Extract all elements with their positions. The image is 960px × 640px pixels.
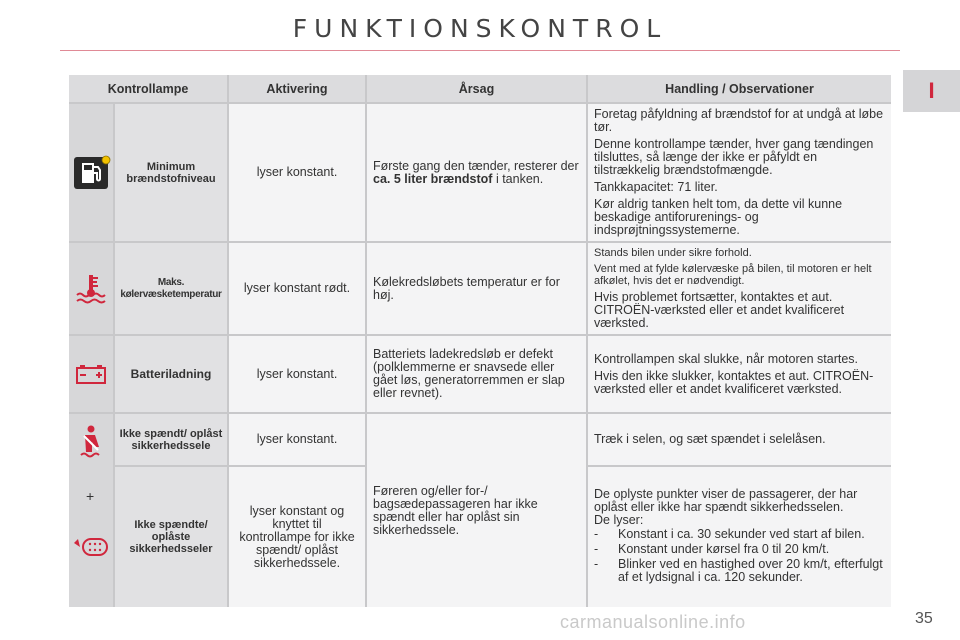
page-title: FUNKTIONSKONTROL <box>292 14 668 43</box>
watermark: carmanualsonline.info <box>560 612 746 632</box>
coolant-name: Maks. kølervæsketemperatur <box>115 243 227 334</box>
fuel-aktivering: lyser konstant. <box>229 104 365 241</box>
battery-handling <box>588 336 891 412</box>
fuel-icon-cell <box>69 104 113 241</box>
coolant-handling <box>588 243 891 334</box>
fuel-arsag-pre: Første gang den tænder, resterer der <box>373 158 579 173</box>
coolant-icon-cell <box>69 243 113 334</box>
battery-handling-1: Kontrollampen skal slukke, når motoren startes. <box>594 351 859 366</box>
warning-lights-table <box>69 75 891 607</box>
bullet-item <box>594 528 865 541</box>
battery-icon <box>74 362 108 386</box>
seatbelt-handling-1: Træk i selen, og sæt spændet i selelåsen. <box>588 414 891 465</box>
battery-icon-cell <box>69 336 113 412</box>
seatbelt-handling-2 <box>588 467 891 607</box>
title-divider <box>60 50 900 51</box>
header-aktivering: Aktivering <box>229 75 365 102</box>
battery-name: Batteriladning <box>115 336 227 412</box>
coolant-arsag: Kølekredsløbets temperatur er for høj. <box>367 243 586 334</box>
amber-indicator-icon <box>101 155 111 165</box>
header-arsag: Årsag <box>367 75 586 102</box>
coolant-handling-1: Stands bilen under sikre forhold. <box>594 247 752 259</box>
fuel-arsag <box>367 104 586 241</box>
seatbelt-arsag: Føreren og/eller for-/ bagsædepassageren har ikke spændt eller har oplåst sin sikkerhedssele. <box>367 414 586 607</box>
battery-handling-2: Hvis den ikke slukker, kontaktes et aut. CITROËN-værksted eller et andet kvalificeret værksted. <box>594 368 874 396</box>
header-handling: Handling / Observationer <box>588 75 891 102</box>
bullet-item <box>594 558 885 584</box>
fuel-arsag-bold: ca. 5 liter brændstof <box>373 171 493 186</box>
fuel-handling <box>588 104 891 241</box>
battery-arsag: Batteriets ladekredsløb er defekt (polklemmerne er snavsede eller gået løs, generatorremmen er slap eller revnet). <box>367 336 586 412</box>
fuel-arsag-post: i tanken. <box>492 171 544 186</box>
bullet-dash: - <box>594 557 599 571</box>
seatbelt-icon-cell <box>69 414 113 607</box>
header-kontrollampe: Kontrollampe <box>69 75 227 102</box>
battery-aktivering: lyser konstant. <box>229 336 365 412</box>
seatbelt-name-2: Ikke spændte/ oplåste sikkerhedsseler <box>115 467 227 607</box>
fuel-arsag-text <box>373 160 580 186</box>
coolant-temperature-icon <box>74 272 108 306</box>
seatbelt-aktivering-2: lyser konstant og knyttet til kontrollampe for ikke spændt/ oplåst sikkerhedssele. <box>229 467 365 607</box>
bullet-item <box>594 543 829 556</box>
chapter-tab[interactable] <box>903 70 960 112</box>
fuel-handling-2: Denne kontrollampe tænder, hver gang tændingen tilsluttes, så længe der ikke er påfyldt en tilstrækkelig brændstofmængde. <box>594 137 874 177</box>
seatbelt-name-1: Ikke spændt/ oplåst sikkerhedssele <box>115 414 227 465</box>
seatbelt-handling-intro: De oplyste punkter viser de passagerer, der har oplåst eller ikke har spændt sikkerhedsselen. <box>594 487 858 514</box>
bullet-text: Konstant i ca. 30 sekunder ved start af bilen. <box>618 527 865 541</box>
coolant-handling-2: Vent med at fylde kølervæske på bilen, til motoren er helt afkølet, hvis det er nødvendigt. <box>594 263 872 287</box>
chapter-label: I <box>928 78 935 103</box>
bullet-dash: - <box>594 527 599 541</box>
seatbelt-aktivering-1: lyser konstant. <box>229 414 365 465</box>
fuel-handling-4: Kør aldrig tanken helt tom, da dette vil kunne beskadige antiforurenings- og indsprøjtningssystemerne. <box>594 197 843 237</box>
fuel-name: Minimum brændstofniveau <box>115 104 227 241</box>
page-number: 35 <box>915 610 933 627</box>
coolant-aktivering: lyser konstant rødt. <box>229 243 365 334</box>
seatbelt-seats-icon <box>71 536 111 558</box>
fuel-handling-1: Foretag påfyldning af brændstof for at undgå at løbe tør. <box>594 107 884 134</box>
fuel-handling-3: Tankkapacitet: 71 liter. <box>594 180 718 194</box>
bullet-text: Konstant under kørsel fra 0 til 20 km/t. <box>618 542 830 556</box>
seatbelt-icon <box>75 424 107 460</box>
bullet-dash: - <box>594 542 599 556</box>
seatbelt-handling-lyser: De lyser: <box>594 513 644 527</box>
bullet-text: Blinker ved en hastighed over 20 km/t, efterfulgt af et lydsignal i ca. 120 sekunder. <box>618 557 883 584</box>
seatbelt-plus: + <box>86 488 95 504</box>
coolant-handling-3: Hvis problemet fortsætter, kontaktes et aut. CITROËN-værksted eller et andet kvalificeret værksted. <box>594 290 845 330</box>
